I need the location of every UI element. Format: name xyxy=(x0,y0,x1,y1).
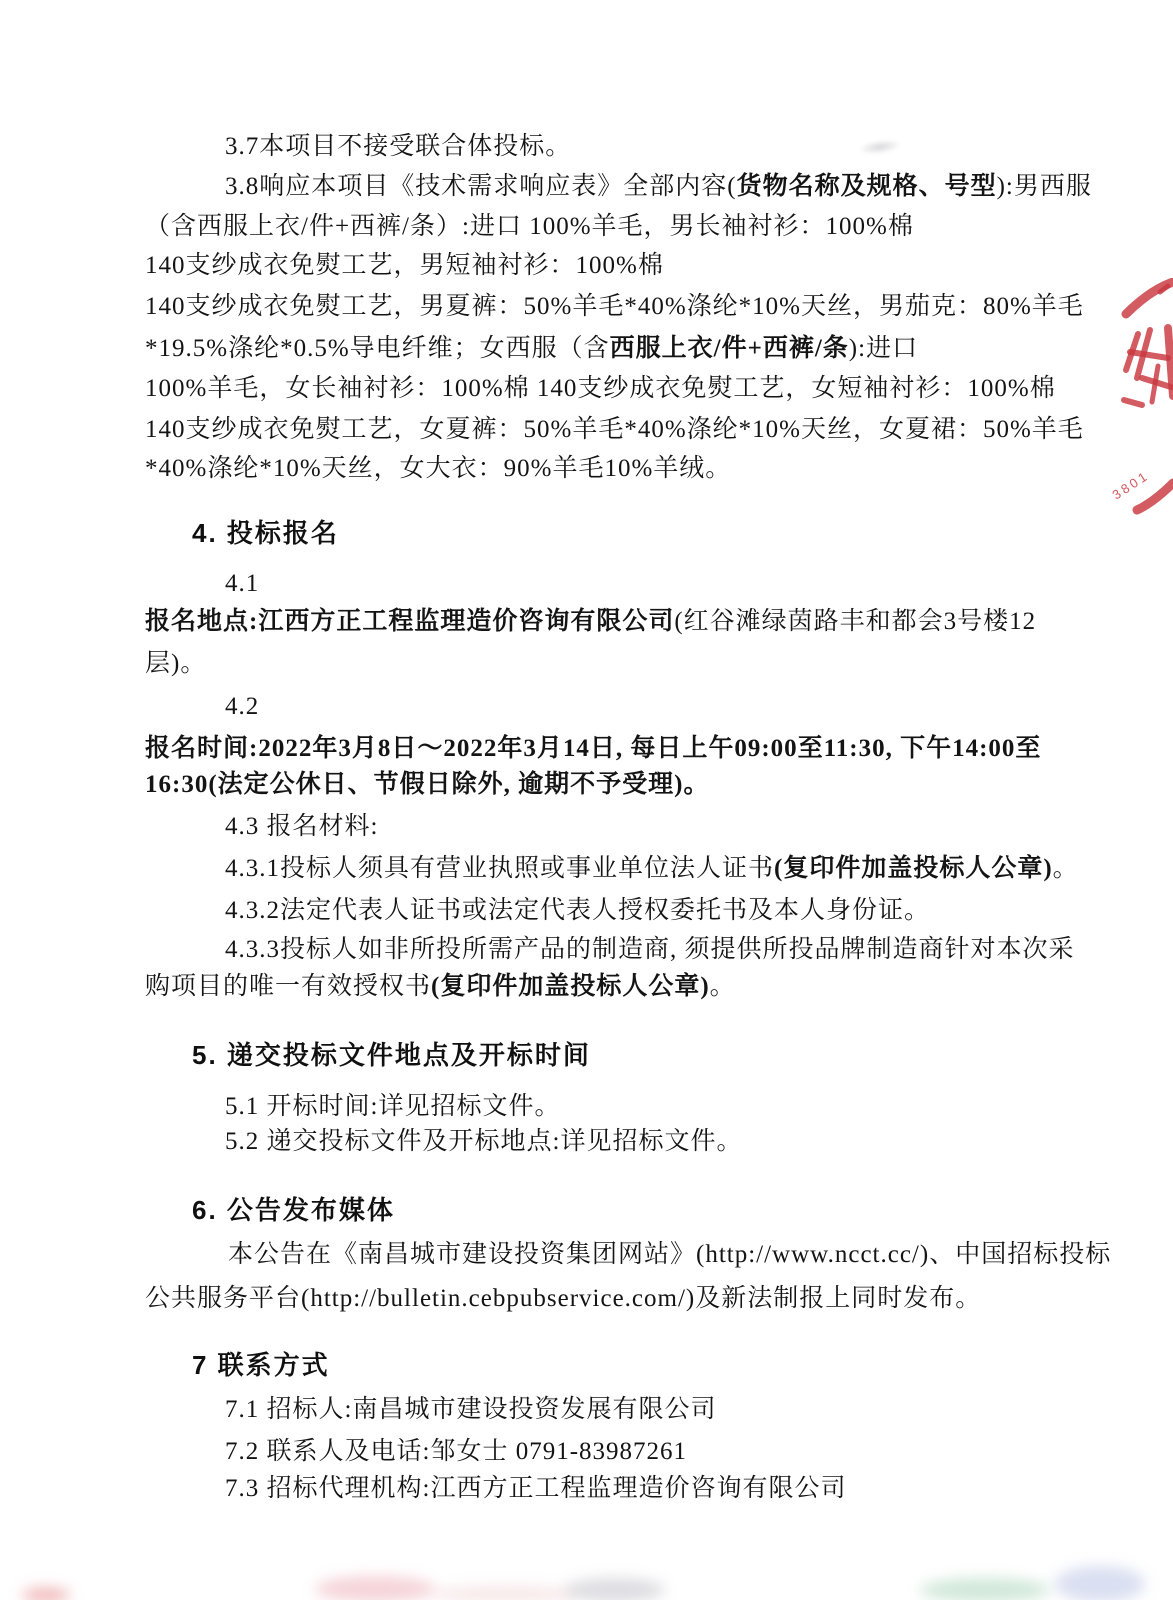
spec-text: *19.5%涤纶*0.5%导电纤维；女西服（含 xyxy=(145,335,610,362)
section-7-heading: 7 联系方式 xyxy=(192,1350,330,1380)
clause-3-8-text: 3.8响应本项目《技术需求响应表》全部内容( xyxy=(225,173,737,200)
scan-color-blob xyxy=(1055,1566,1145,1600)
stamp-character-stroke xyxy=(1152,366,1158,402)
registration-address-cont: 层)。 xyxy=(145,650,207,677)
clause-4-1: 4.1 xyxy=(225,570,260,597)
scan-smudge-artifact xyxy=(857,137,903,157)
goods-spec-bold: 货物名称及规格、号型 xyxy=(736,173,997,200)
page-bottom-scan-artifact xyxy=(0,1560,1173,1600)
registration-time-line: 报名时间:2022年3月8日～2022年3月14日, 每日上午09:00至11:30, 下午14:00至 xyxy=(145,735,1042,762)
spec-line-mens-suit: （含西服上衣/件+西裤/条）:进口 100%羊毛，男长袖衬衫：100%棉 xyxy=(145,213,914,240)
spec-line-womens-summer: 140支纱成衣免熨工艺，女夏裤：50%羊毛*40%涤纶*10%天丝，女夏裙：50%羊毛 xyxy=(145,416,1084,443)
scan-color-blob xyxy=(22,1588,70,1600)
red-stamp-fragment xyxy=(1080,278,1173,523)
clause-tail: 。 xyxy=(709,973,736,1000)
announcement-media-line: 本公告在《南昌城市建设投资集团网站》(http://www.ncct.cc/)、中国招标投标 xyxy=(228,1241,1112,1268)
spec-line-womens-suit xyxy=(145,335,918,364)
stamp-serial-digits: 3801 xyxy=(1109,467,1152,503)
scan-color-blob xyxy=(430,1586,580,1600)
scan-color-blob xyxy=(565,1578,665,1600)
section-4-heading: 4. 投标报名 xyxy=(192,518,339,548)
stamp-character-stroke xyxy=(1130,352,1168,358)
clause-4-3-2: 4.3.2法定代表人证书或法定代表人授权委托书及本人身份证。 xyxy=(225,897,931,924)
clause-4-3-3: 4.3.3投标人如非所投所需产品的制造商, 须提供所投品牌制造商针对本次采 xyxy=(225,936,1075,963)
stamp-ring-bottom-arc xyxy=(1137,483,1173,510)
clause-4-3-1 xyxy=(225,855,1079,884)
registration-time-cont: 16:30(法定公休日、节假日除外, 逾期不予受理)。 xyxy=(145,771,710,798)
scan-color-blob xyxy=(920,1578,1050,1600)
spec-line-womens-coat: *40%涤纶*10%天丝，女大衣：90%羊毛10%羊绒。 xyxy=(145,455,732,482)
clause-5-1: 5.1 开标时间:详见招标文件。 xyxy=(225,1093,561,1120)
clause-tail: 。 xyxy=(1052,855,1079,882)
clause-5-2: 5.2 递交投标文件及开标地点:详见招标文件。 xyxy=(225,1128,743,1155)
clause-4-3-3-cont xyxy=(145,973,736,1002)
stamp-copy-bold: (复印件加盖投标人公章) xyxy=(431,973,710,1000)
registration-address-tail: (红谷滩绿茵路丰和都会3号楼12 xyxy=(674,608,1037,635)
scan-color-blob xyxy=(315,1576,435,1600)
clause-7-3: 7.3 招标代理机构:江西方正工程监理造价咨询有限公司 xyxy=(225,1475,847,1502)
clause-7-1: 7.1 招标人:南昌城市建设投资发展有限公司 xyxy=(225,1396,717,1423)
section-6-heading: 6. 公告发布媒体 xyxy=(192,1195,395,1225)
section-5-heading: 5. 递交投标文件地点及开标时间 xyxy=(192,1040,591,1070)
clause-text: 4.3.1投标人须具有营业执照或事业单位法人证书 xyxy=(225,855,775,882)
clause-4-2: 4.2 xyxy=(225,693,260,720)
clause-4-3: 4.3 报名材料: xyxy=(225,813,379,840)
spec-tail: )​:进口 xyxy=(848,335,919,362)
stamp-character-stroke xyxy=(1168,328,1173,396)
stamp-copy-bold: (复印件加盖投标人公章) xyxy=(774,855,1053,882)
registration-address-line xyxy=(145,608,1036,637)
announcement-media-cont: 公共服务平台(http://bulletin.cebpubservice.com/)及新法制报上同时发布。 xyxy=(145,1285,982,1312)
clause-3-7: 3.7本项目不接受联合体投标。 xyxy=(225,133,572,160)
clause-7-2: 7.2 联系人及电话:邹女士 0791-83987261 xyxy=(225,1438,688,1465)
clause-text: 购项目的唯一有效授权书 xyxy=(145,973,432,1000)
spec-bold: 西服上衣/件+西裤/条 xyxy=(609,335,849,362)
registration-address-bold: 报名地点:江西方正工程监理造价咨询有限公司 xyxy=(145,608,675,635)
spec-line-mens-short-shirt: 140支纱成衣免熨工艺，男短袖衬衫：100%棉 xyxy=(145,252,664,279)
spec-line-womens-shirt: 100%羊毛，女长袖衬衫：100%棉 140支纱成衣免熨工艺，女短袖衬衫：100%棉 xyxy=(145,375,1056,402)
spec-line-mens-summer: 140支纱成衣免熨工艺，男夏裤：50%羊毛*40%涤纶*10%天丝，男茄克：80%羊毛 xyxy=(145,293,1084,320)
clause-3-8-tail: ):男西服 xyxy=(996,173,1092,200)
clause-3-8 xyxy=(225,173,1092,202)
stamp-dash-stroke xyxy=(1124,400,1142,405)
